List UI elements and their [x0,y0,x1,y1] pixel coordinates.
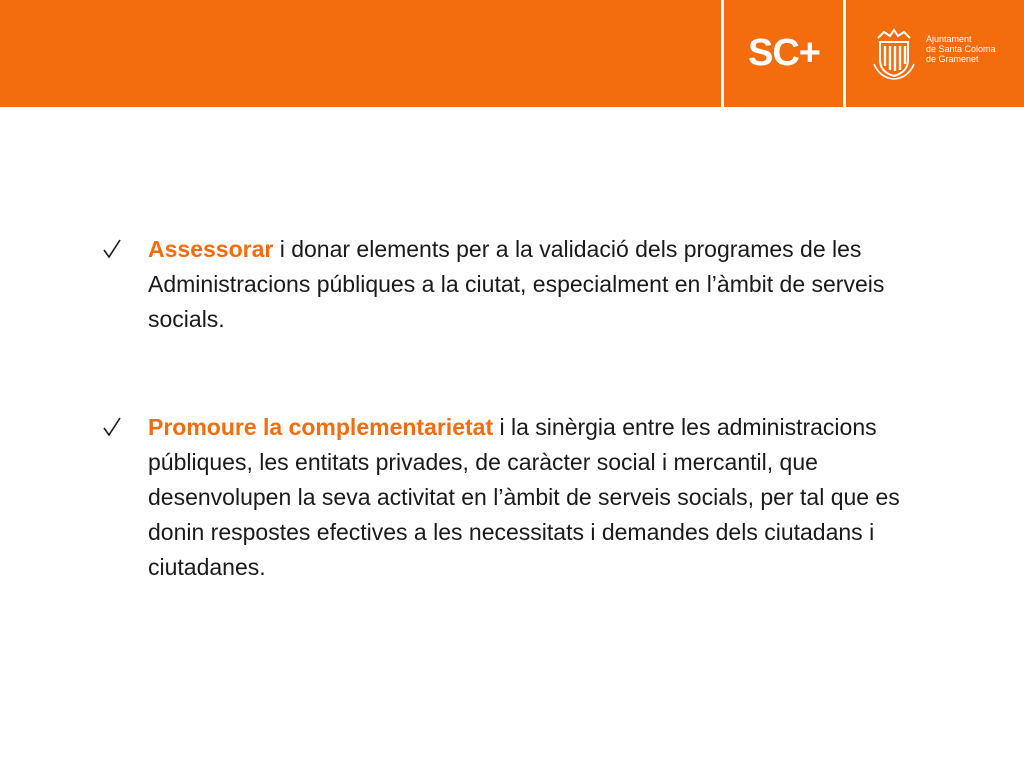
checkmark-icon [102,237,122,263]
council-name-line: de Gramenet [926,54,979,64]
coat-of-arms-icon [870,24,918,80]
checkmark-icon [102,415,122,441]
council-name [926,34,1021,64]
bullet-highlight: Promoure la complementarietat [148,414,494,440]
header-divider-right [843,0,846,107]
bullet-highlight: Assessorar [148,236,274,262]
council-name-line: Ajuntament [926,34,972,44]
council-logo [848,0,1024,107]
header-divider-left [721,0,724,107]
sc-plus-logo: SC+ [748,32,820,74]
bullet-text [148,232,918,337]
council-name-line: de Santa Coloma [926,44,996,54]
header-bar [0,0,1024,107]
bullet-text [148,410,918,585]
bullet-body: i la sinèrgia entre les administracions públiques, les entitats privades, de caràcter social i mercantil, que desenvolupen la seva activitat en l’àmbit de serveis socials, per tal que es donin respostes efectives a les necessitats i demandes dels ciutadans i ciutadanes. [148,414,900,580]
bullet-body: i donar elements per a la validació dels programes de les Administracions públiques a la ciutat, especialment en l’àmbit de serveis socials. [148,236,885,332]
